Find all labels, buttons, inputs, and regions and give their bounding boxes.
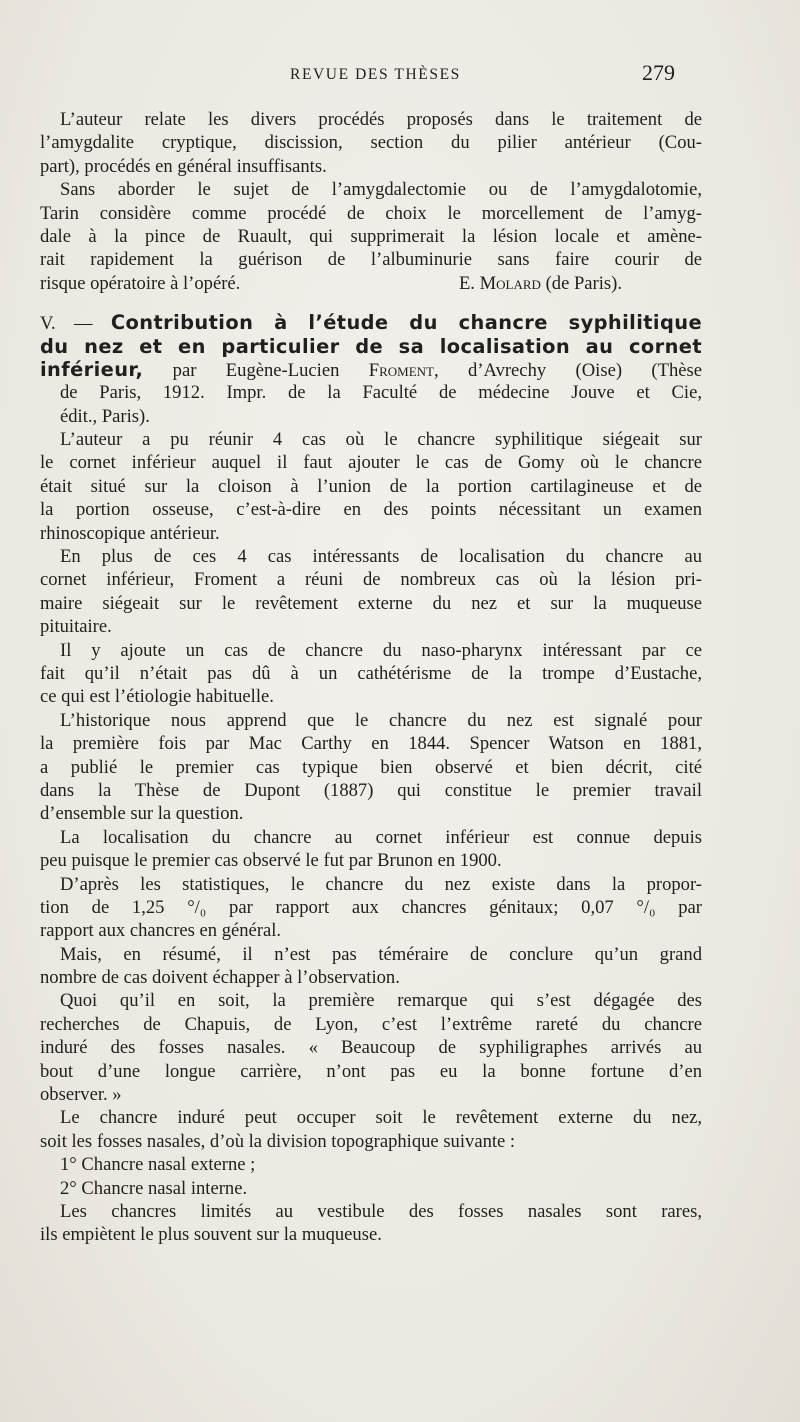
text-line: rapport aux chancres en général. [40, 920, 282, 942]
text-line: ils empiètent le plus souvent sur la muqueuse. [40, 1224, 382, 1246]
text-line: La localisation du chancre au cornet inférieur est connue depuis [60, 826, 702, 848]
topographic-list [40, 1153, 702, 1200]
review-signature: E. Molard (de Paris). [458, 272, 622, 294]
page-body [40, 108, 702, 1247]
text-line: ce qui est l’étiologie habituelle. [40, 686, 274, 708]
running-title: REVUE DES THÈSES [290, 66, 461, 83]
text-line: bout d’une longue carrière, n’ont pas eu la bonne fortune d’en [40, 1060, 702, 1082]
text-line: l’amygdalite cryptique, discission, section du pilier antérieur (Cou- [40, 132, 702, 154]
heading-line: édit., Paris). [60, 405, 150, 427]
text-line: rhinoscopique antérieur. [40, 522, 220, 544]
text-line: cornet inférieur, Froment a réuni de nombreux cas où la lésion pri- [40, 569, 702, 591]
article-title-part: inférieur, [40, 357, 144, 381]
text-line: induré des fosses nasales. « Beaucoup de syphiligraphes arrivés au [40, 1037, 702, 1059]
text-line: Mais, en résumé, il n’est pas téméraire de conclure qu’un grand [60, 943, 702, 965]
paragraph [40, 428, 702, 545]
article-title-part: Contribution à l’étude du chancre syphilitique [110, 311, 702, 335]
text-line: dale à la pince de Ruault, qui supprimerait la lésion locale et amène- [40, 225, 702, 247]
text-line: En plus de ces 4 cas intéressants de localisation du chancre au [60, 546, 702, 568]
heading-line: inférieur, par Eugène-Lucien Froment, d’Avrechy (Oise) (Thèse [40, 357, 702, 381]
text-line: Le chancre induré peut occuper soit le revêtement externe du nez, [60, 1107, 702, 1129]
text-line: d’ensemble sur la question. [40, 803, 244, 825]
article-heading [40, 311, 702, 428]
text-line: fait qu’il n’était pas dû à un cathétérisme de la trompe d’Eustache, [40, 662, 702, 684]
text-line: tion de 1,25 °/₀ par rapport aux chancres génitaux; 0,07 °/₀ par [40, 896, 702, 918]
paragraph [40, 1200, 702, 1247]
list-item: 2° Chancre nasal interne. [60, 1177, 248, 1199]
paragraph [40, 943, 702, 990]
article-title-part: du nez et en particulier de sa localisation au cornet [40, 334, 702, 358]
text-line: a publié le premier cas typique bien observé et bien décrit, cité [40, 756, 702, 778]
author-name: Froment [368, 359, 434, 381]
text-line: rait rapidement la guérison de l’albuminurie sans faire courir de [40, 249, 702, 271]
heading-line [40, 311, 702, 334]
text-line: part), procédés en général insuffisants. [40, 155, 327, 177]
reviewer-name: Molard [479, 272, 541, 294]
paragraph [40, 545, 702, 639]
text-line-with-signature [40, 272, 702, 295]
text-line: L’auteur a pu réunir 4 cas où le chancre syphilitique siégeait sur [60, 429, 702, 451]
text-line: nombre de cas doivent échapper à l’observation. [40, 967, 400, 989]
text-line: pituitaire. [40, 616, 112, 638]
text-line: Quoi qu’il en soit, la première remarque qui s’est dégagée des [60, 990, 702, 1012]
paragraph-tarin [40, 178, 702, 295]
text-line: Il y ajoute un cas de chancre du naso-pharynx intéressant par ce [60, 639, 702, 661]
text-line: Les chancres limités au vestibule des fosses nasales sont rares, [60, 1200, 702, 1222]
text-line: observer. » [40, 1084, 122, 1106]
text-line: L’historique nous apprend que le chancre du nez est signalé pour [60, 709, 702, 731]
paragraph [40, 873, 702, 943]
paragraph [40, 989, 702, 1106]
section-gap [40, 295, 702, 311]
text-line: la portion osseuse, c’est-à-dire en des points nécessitant un examen [40, 499, 702, 521]
text-line: le cornet inférieur auquel il faut ajouter le cas de Gomy où le chancre [40, 452, 702, 474]
list-item: 1° Chancre nasal externe ; [60, 1154, 256, 1176]
running-head [0, 60, 800, 90]
page-number: 279 [642, 60, 675, 85]
paragraph [40, 709, 702, 826]
paragraph [40, 639, 702, 709]
heading-line: de Paris, 1912. Impr. de la Faculté de médecine Jouve et Cie, [60, 382, 702, 404]
text-line: Tarin considère comme procédé de choix le morcellement de l’amyg- [40, 202, 702, 224]
article-number: V. — [40, 313, 93, 335]
text-line: peu puisque le premier cas observé le fut par Brunon en 1900. [40, 850, 502, 872]
text-line: L’auteur relate les divers procédés proposés dans le traitement de [60, 109, 702, 130]
paragraph-amygdalite [40, 108, 702, 178]
paragraph [40, 826, 702, 873]
text-line: recherches de Chapuis, de Lyon, c’est l’extrême rareté du chancre [40, 1013, 702, 1035]
text-line: dans la Thèse de Dupont (1887) qui constitue le premier travail [40, 779, 702, 801]
text-line: soit les fosses nasales, d’où la division topographique suivante : [40, 1130, 516, 1152]
text-fragment: risque opératoire à l’opéré. [40, 272, 241, 294]
text-line: D’après les statistiques, le chancre du nez existe dans la propor- [60, 873, 702, 895]
paragraph [40, 1106, 702, 1153]
text-line: la première fois par Mac Carthy en 1844. Spencer Watson en 1881, [40, 733, 702, 755]
text-line: maire siégeait sur le revêtement externe du nez et sur la muqueuse [40, 592, 702, 614]
text-line: était situé sur la cloison à l’union de la portion cartilagineuse et de [40, 475, 702, 497]
text-line: Sans aborder le sujet de l’amygdalectomie ou de l’amygdalotomie, [60, 179, 702, 201]
